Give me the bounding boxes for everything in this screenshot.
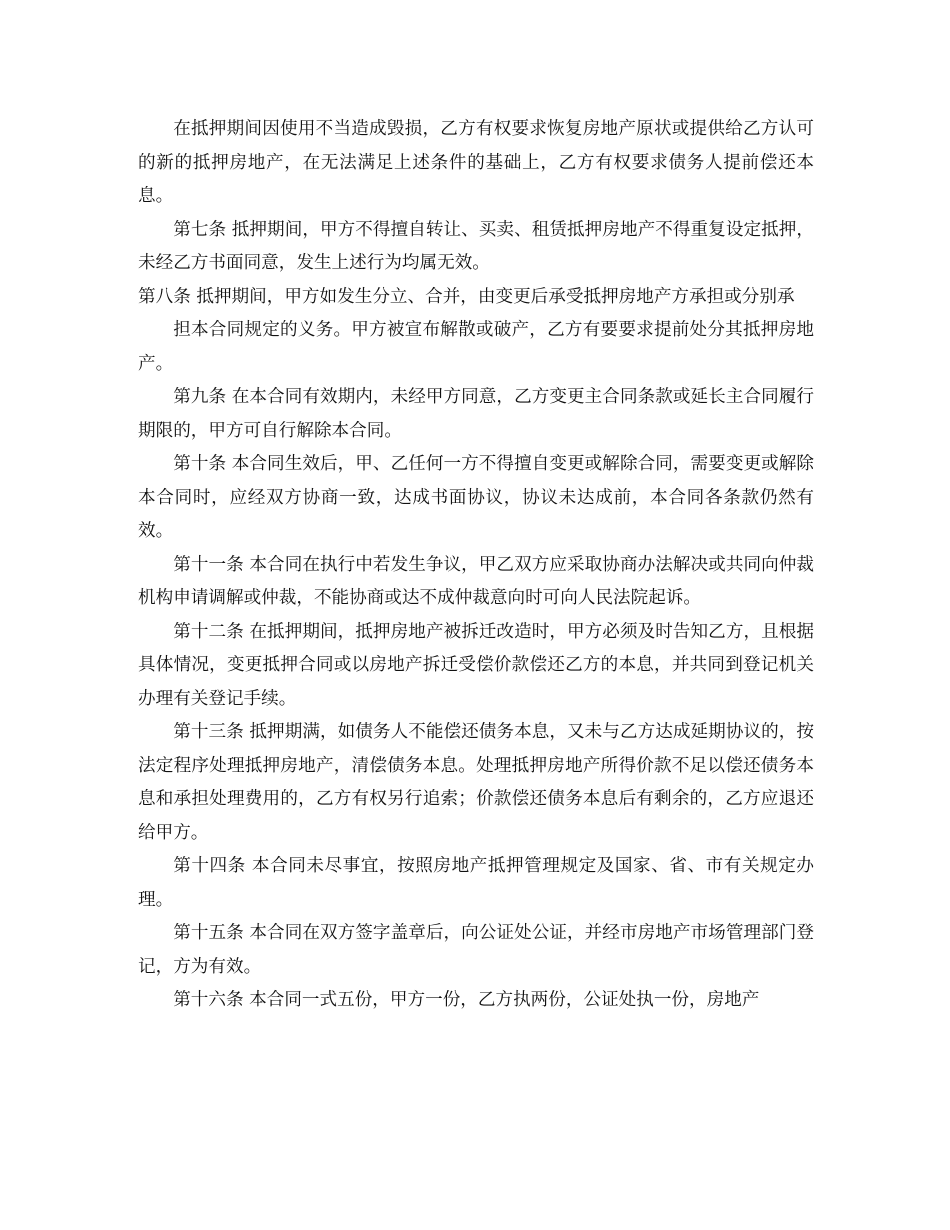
paragraph: 第七条 抵押期间，甲方不得擅自转让、买卖、租赁抵押房地产不得重复设定抵押，未经乙方书面同意，发生上述行为均属无效。 [138,219,814,273]
paragraph: 第十五条 本合同在双方签字盖章后，向公证处公证，并经市房地产市场管理部门登记，方为有效。 [138,923,814,977]
paragraph: 第十二条 在抵押期间，抵押房地产被拆迁改造时，甲方必须及时告知乙方，且根据具体情况，变更抵押合同或以房地产拆迁受偿价款偿还乙方的本息，并共同到登记机关办理有关登记手续。 [138,621,814,709]
paragraph: 第十六条 本合同一式五份，甲方一份，乙方执两份，公证处执一份，房地产 [173,990,760,1010]
paragraph: 第十一条 本合同在执行中若发生争议，甲乙双方应采取协商办法解决或共同向仲裁机构申请调解或仲裁，不能协商或达不成仲裁意向时可向人民法院起诉。 [138,554,814,608]
paragraph: 第十四条 本合同未尽事宜，按照房地产抵押管理规定及国家、省、市有关规定办理。 [138,856,814,910]
paragraph: 第十三条 抵押期满，如债务人不能偿还债务本息，又未与乙方达成延期协议的，按法定程序处理抵押房地产，清偿债务本息。处理抵押房地产所得价款不足以偿还债务本息和承担处理费用的，乙方有权另行追索；价款偿还债务本息后有剩余的，乙方应退还给甲方。 [138,722,814,843]
paragraph: 第八条 抵押期间，甲方如发生分立、合并，由变更后承受抵押房地产方承担或分别承 [138,286,795,307]
paragraph: 第十条 本合同生效后，甲、乙任何一方不得擅自变更或解除合同，需要变更或解除本合同时，应经双方协商一致，达成书面协议，协议未达成前，本合同各条款仍然有效。 [138,454,814,541]
paragraph: 担本合同规定的义务。甲方被宣布解散或破产，乙方有要要求提前处分其抵押房地产。 [138,320,814,374]
paragraph: 第九条 在本合同有效期内，未经甲方同意，乙方变更主合同条款或延长主合同履行期限的，甲方可自行解除本合同。 [138,387,814,441]
paragraph: 在抵押期间因使用不当造成毁损，乙方有权要求恢复房地产原状或提供给乙方认可的新的抵押房地产，在无法满足上述条件的基础上，乙方有权要求债务人提前偿还本息。 [138,119,814,206]
document-body [138,113,814,1018]
